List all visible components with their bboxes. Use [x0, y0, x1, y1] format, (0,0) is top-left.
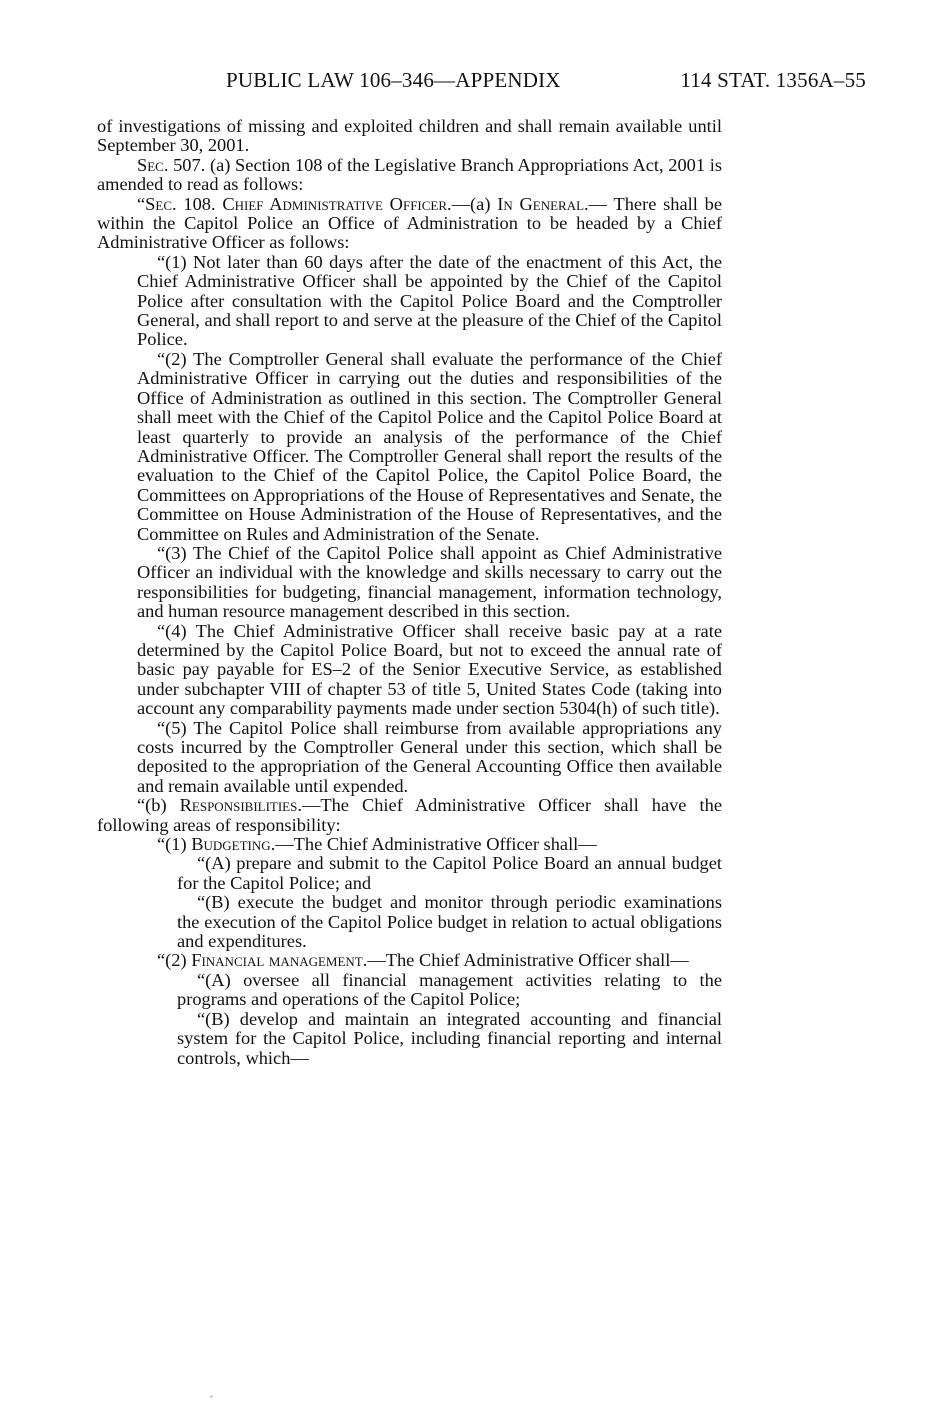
sec-label: Sec.	[137, 154, 169, 175]
paragraph-continuation: of investigations of missing and exploited children and shall remain available until September 30, 2001.	[97, 116, 722, 156]
subsection-marker: “(b)	[137, 795, 180, 816]
subsection-heading: In General.	[497, 193, 589, 214]
sec-number: 108.	[176, 193, 223, 214]
paragraph-financial-b: “(B) develop and maintain an integrated accounting and financial system for the Capitol Police, including financial reporting and internal controls, which—	[177, 1008, 722, 1068]
sec-507-text: 507. (a) Section 108 of the Legislative Branch Appropriations Act, 2001 is amended to read as follows:	[97, 154, 722, 195]
paragraph-item-3: “(3) The Chief of the Capitol Police shall appoint as Chief Administrative Officer an individual with the knowledge and skills necessary to carry out the responsibilities for budgeting, financial management, information technology, and human resource management described in this section.	[137, 542, 722, 622]
paragraph-budgeting-a: “(A) prepare and submit to the Capitol Police Board an annual budget for the Capitol Police; and	[177, 853, 722, 893]
paragraph-budgeting	[97, 835, 722, 854]
item-marker: “(1)	[157, 834, 192, 855]
item-heading: Financial management.	[191, 950, 368, 971]
item-text: —The Chief Administrative Officer shall—	[367, 950, 689, 971]
paragraph-budgeting-b: “(B) execute the budget and monitor through periodic examinations the execution of the Capitol Police budget in relation to actual obligations and expenditures.	[177, 892, 722, 952]
header-title: PUBLIC LAW 106–346—APPENDIX	[226, 68, 561, 92]
subsection-heading: Responsibilities.	[179, 795, 302, 816]
subsection-marker: —(a)	[451, 193, 498, 214]
paragraph-item-2: “(2) The Comptroller General shall evaluate the performance of the Chief Administrative Officer in carrying out the duties and responsibilities of the Office of Administration as outlined in this section. The Comptroller General shall meet with the Chief of the Capitol Police and the Capitol Police Board at least quarterly to provide an analysis of the performance of the Chief Administrative Officer. The Comptroller General shall report the results of the evaluation to the Chief of the Capitol Police, the Capitol Police Board, the Committees on Appropriations of the House of Representatives and Senate, the Committee on House Administration of the House of Representatives, and the Committee on Rules and Administration of the Senate.	[137, 348, 722, 544]
paragraph-financial-a: “(A) oversee all financial management activities relating to the programs and operations of the Capitol Police;	[177, 969, 722, 1010]
paragraph-responsibilities	[97, 796, 722, 835]
sec-label: Sec.	[145, 193, 177, 214]
paragraph-sec-507	[97, 156, 722, 195]
body-text	[97, 117, 722, 1068]
header-page-ref: 114 STAT. 1356A–55	[680, 68, 866, 92]
open-quote: “	[137, 193, 146, 214]
paragraph-item-1: “(1) Not later than 60 days after the date of the enactment of this Act, the Chief Administrative Officer shall be appointed by the Chief of the Capitol Police after consultation with the Capitol Police Board and the Comptroller General, and shall report to and serve at the pleasure of the Chief of the Capitol Police.	[137, 251, 722, 350]
item-heading: Budgeting.	[191, 834, 276, 855]
item-text: —The Chief Administrative Officer shall—	[275, 834, 597, 855]
scan-speck	[210, 1395, 213, 1398]
paragraph-sec-108	[97, 195, 722, 253]
paragraph-financial-management	[97, 951, 722, 970]
item-marker: “(2)	[157, 950, 192, 971]
paragraph-item-5: “(5) The Capitol Police shall reimburse from available appropriations any costs incurred by the Comptroller General under this section, which shall be deposited to the appropriation of the General Accounting Office then available and remain available until expended.	[137, 717, 722, 796]
section-heading: Chief Administrative Officer.	[222, 193, 452, 214]
subsection-text: — There shall be within the Capitol Police an Office of Administration to be headed by a Chief Administrative Officer as follows:	[97, 193, 722, 253]
paragraph-item-4: “(4) The Chief Administrative Officer shall receive basic pay at a rate determined by the Capitol Police Board, but not to exceed the annual rate of basic pay payable for ES–2 of the Senior Executive Service, as established under subchapter VIII of chapter 53 of title 5, United States Code (taking into account any comparability payments made under section 5304(h) of such title).	[137, 620, 722, 719]
subsection-text: —The Chief Administrative Officer shall have the following areas of responsibility:	[97, 795, 722, 835]
